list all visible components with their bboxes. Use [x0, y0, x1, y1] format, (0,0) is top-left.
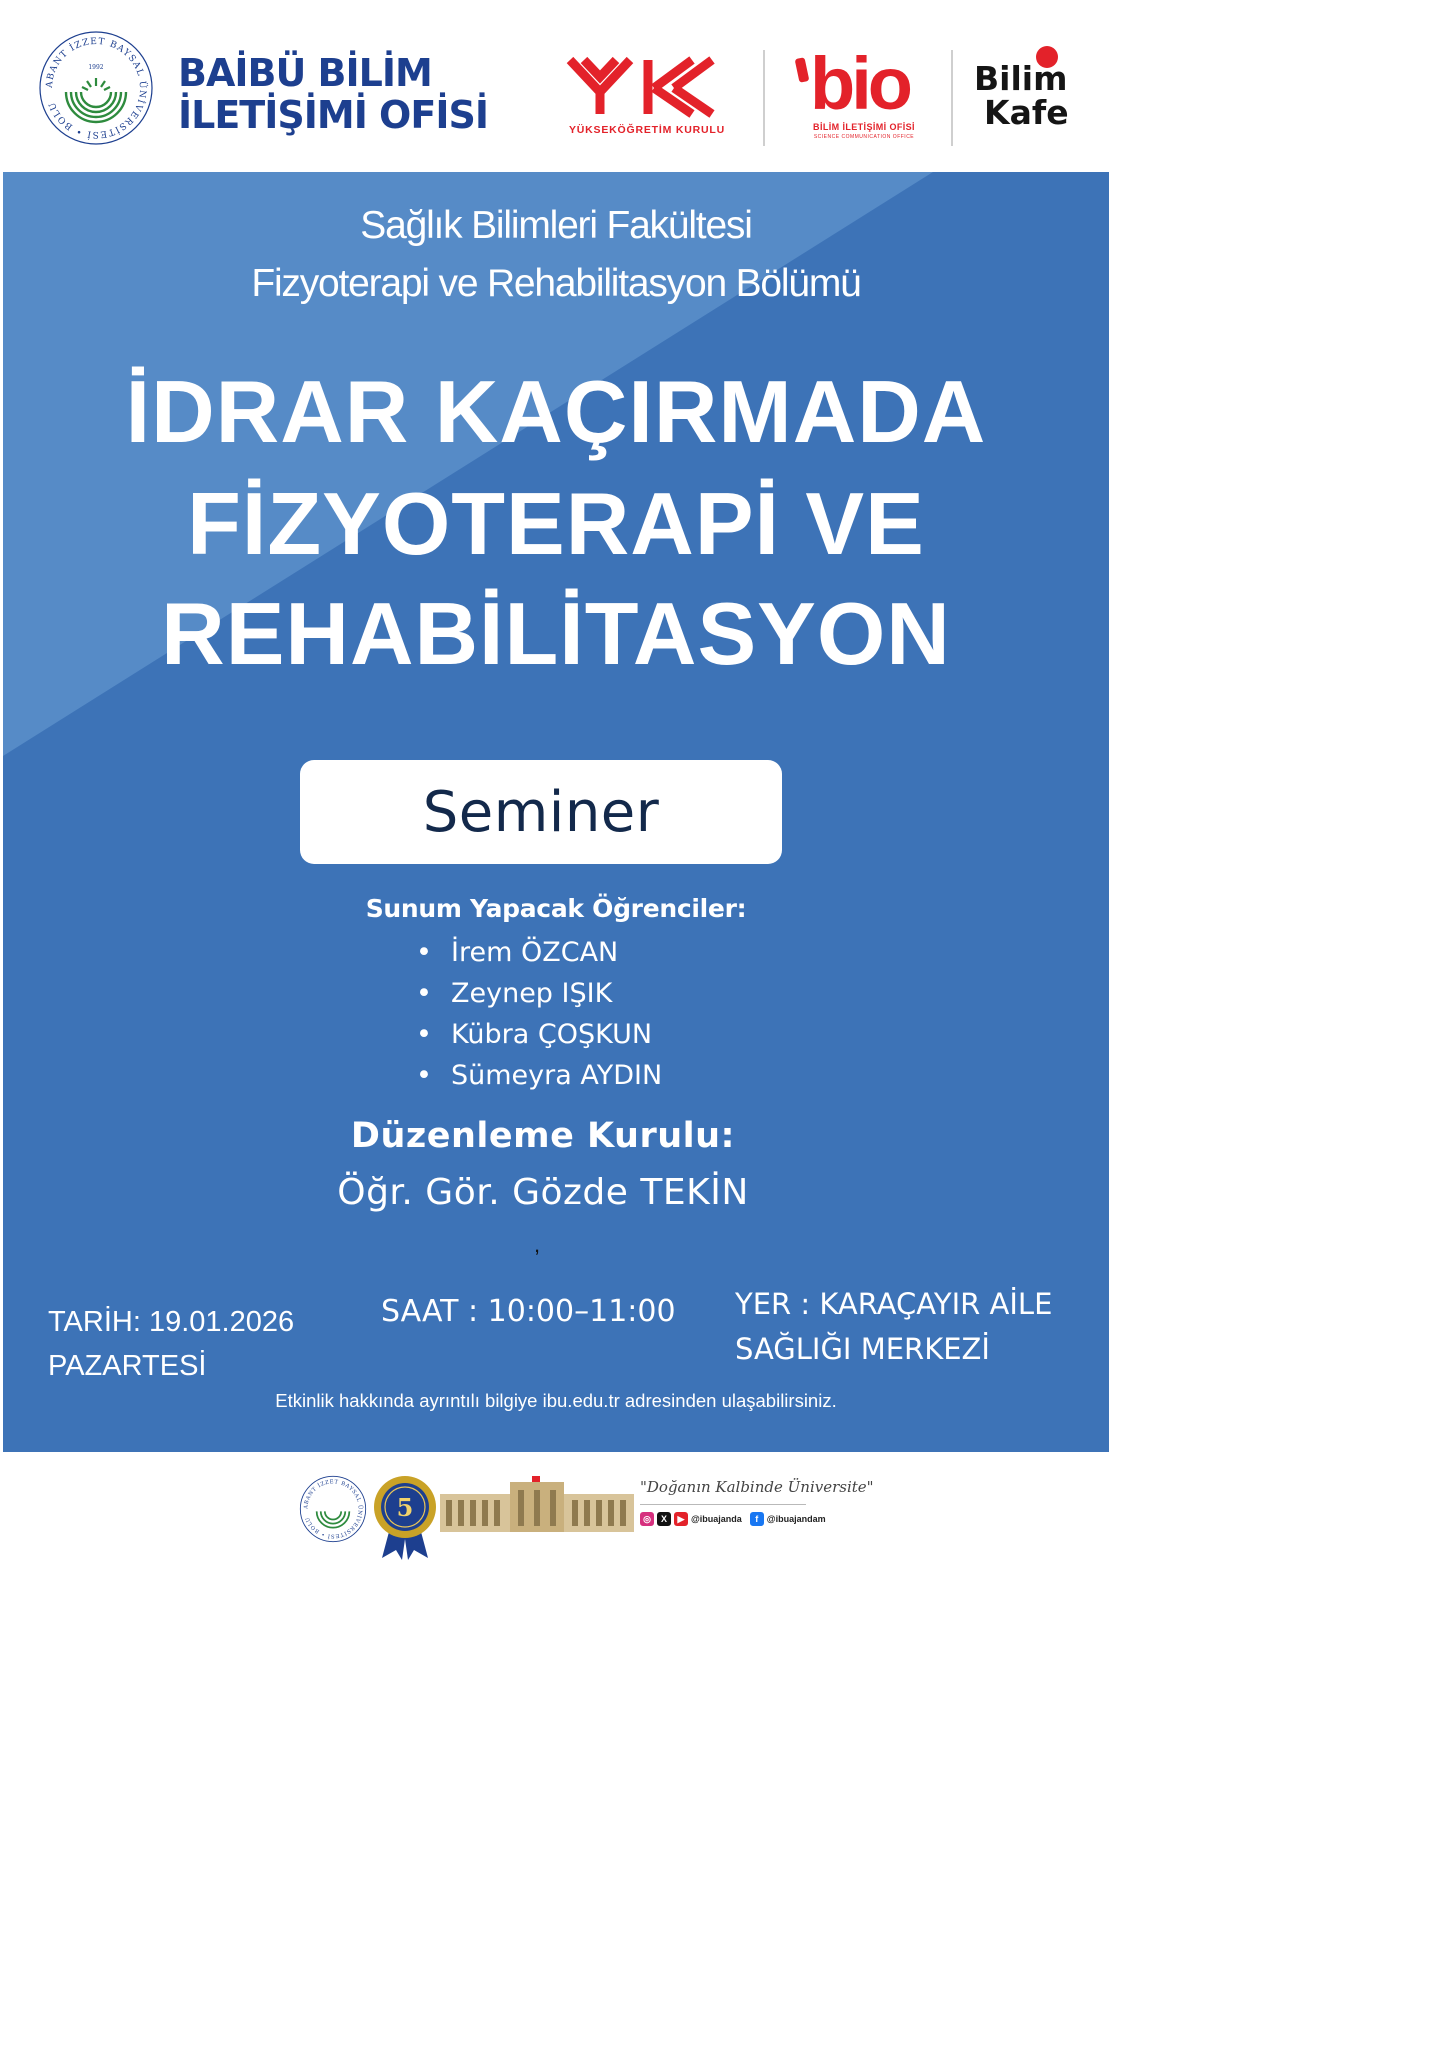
presenters-list: [411, 932, 662, 1096]
office-title: [178, 52, 488, 136]
event-title-line1: İDRAR KAÇIRMADA: [125, 362, 987, 461]
youtube-icon[interactable]: ▶: [674, 1512, 688, 1526]
bilimkafe-line1: Bilim: [974, 59, 1068, 98]
stray-mark: ,: [534, 1232, 541, 1257]
bullet-icon: •: [416, 1019, 432, 1050]
seal-ring-text: ABANT İZZET BAYSAL ÜNİVERSİTESİ • BOLU: [303, 1479, 363, 1539]
header-divider: [763, 50, 765, 146]
department-name: Fizyoterapi ve Rehabilitasyon Bölümü: [251, 262, 861, 305]
event-location: [735, 1282, 1052, 1372]
event-type-label: Seminer: [422, 779, 660, 845]
bio-subtitle: BİLİM İLETİŞİMİ OFİSİ: [813, 122, 915, 132]
footer-bar: [0, 1452, 1109, 1568]
university-seal-logo: [36, 28, 156, 148]
bullet-icon: •: [416, 1060, 432, 1091]
social-handle[interactable]: @ibuajanda: [691, 1514, 742, 1524]
event-date-line: TARİH: 19.01.2026: [48, 1306, 295, 1338]
seal-ring-text: ABANT İZZET BAYSAL ÜNİVERSİTESİ • BOLU: [44, 36, 148, 140]
bio-accent-mark: [795, 57, 810, 83]
presenters-heading: Sunum Yapacak Öğrenciler:: [365, 894, 747, 923]
header-bar: [0, 0, 1109, 172]
social-handle[interactable]: @ibuajandam: [766, 1514, 826, 1524]
university-seal-logo: [298, 1474, 368, 1544]
event-location-line1: YER : KARAÇAYIR AİLE: [735, 1287, 1053, 1321]
faculty-name: Sağlık Bilimleri Fakültesi: [360, 204, 752, 247]
facebook-icon[interactable]: f: [750, 1512, 764, 1526]
organizer-heading: Düzenleme Kurulu:: [350, 1116, 736, 1156]
list-item: [411, 1014, 662, 1055]
event-location-line2: SAĞLIĞI MERKEZİ: [735, 1332, 990, 1366]
office-title-line1: BAİBÜ BİLİM: [178, 51, 432, 95]
bilimkafe-line2: Kafe: [984, 93, 1069, 132]
instagram-icon[interactable]: ◎: [640, 1512, 654, 1526]
organizer-name: Öğr. Gör. Gözde TEKİN: [337, 1172, 749, 1213]
poster-panel: [3, 172, 1109, 1452]
info-note: Etkinlik hakkında ayrıntılı bilgiye ibu.edu.tr adresinden ulaşabilirsiniz.: [275, 1390, 837, 1411]
bullet-icon: •: [416, 978, 432, 1009]
seal-year: 1992: [88, 64, 104, 71]
anniversary-medal-icon: [372, 1474, 438, 1560]
medal-number: 5: [396, 1493, 414, 1522]
list-item: [411, 1055, 662, 1096]
event-day: PAZARTESİ: [48, 1350, 207, 1382]
presenter-name: Sümeyra AYDIN: [451, 1060, 663, 1091]
event-title-line3: REHABİLİTASYON: [161, 584, 951, 683]
header-divider: [951, 50, 953, 146]
presenter-name: Kübra ÇOŞKUN: [451, 1019, 653, 1050]
bio-logo: bio: [810, 42, 909, 125]
list-item: [411, 973, 662, 1014]
bio-subtitle-en: SCIENCE COMMUNICATION OFFICE: [813, 134, 915, 140]
university-slogan: "Doğanın Kalbinde Üniversite": [640, 1478, 874, 1496]
presenter-name: İrem ÖZCAN: [451, 937, 619, 968]
presenter-name: Zeynep IŞIK: [451, 978, 613, 1009]
event-type-badge: [300, 760, 782, 864]
list-item: [411, 932, 662, 973]
social-links: [640, 1512, 831, 1526]
slogan-divider: [640, 1504, 806, 1505]
event-title-line2: FİZYOTERAPİ VE: [187, 474, 925, 573]
bullet-icon: •: [416, 937, 432, 968]
event-date: [48, 1300, 294, 1388]
office-title-line2: İLETİŞİMİ OFİSİ: [178, 93, 488, 137]
yok-caption: YÜKSEKÖĞRETİM KURULU: [568, 124, 725, 136]
campus-building-icon: [440, 1476, 634, 1534]
x-icon[interactable]: X: [657, 1512, 671, 1526]
event-time: SAAT : 10:00–11:00: [381, 1294, 676, 1329]
bilimkafe-logo: [974, 59, 1069, 132]
